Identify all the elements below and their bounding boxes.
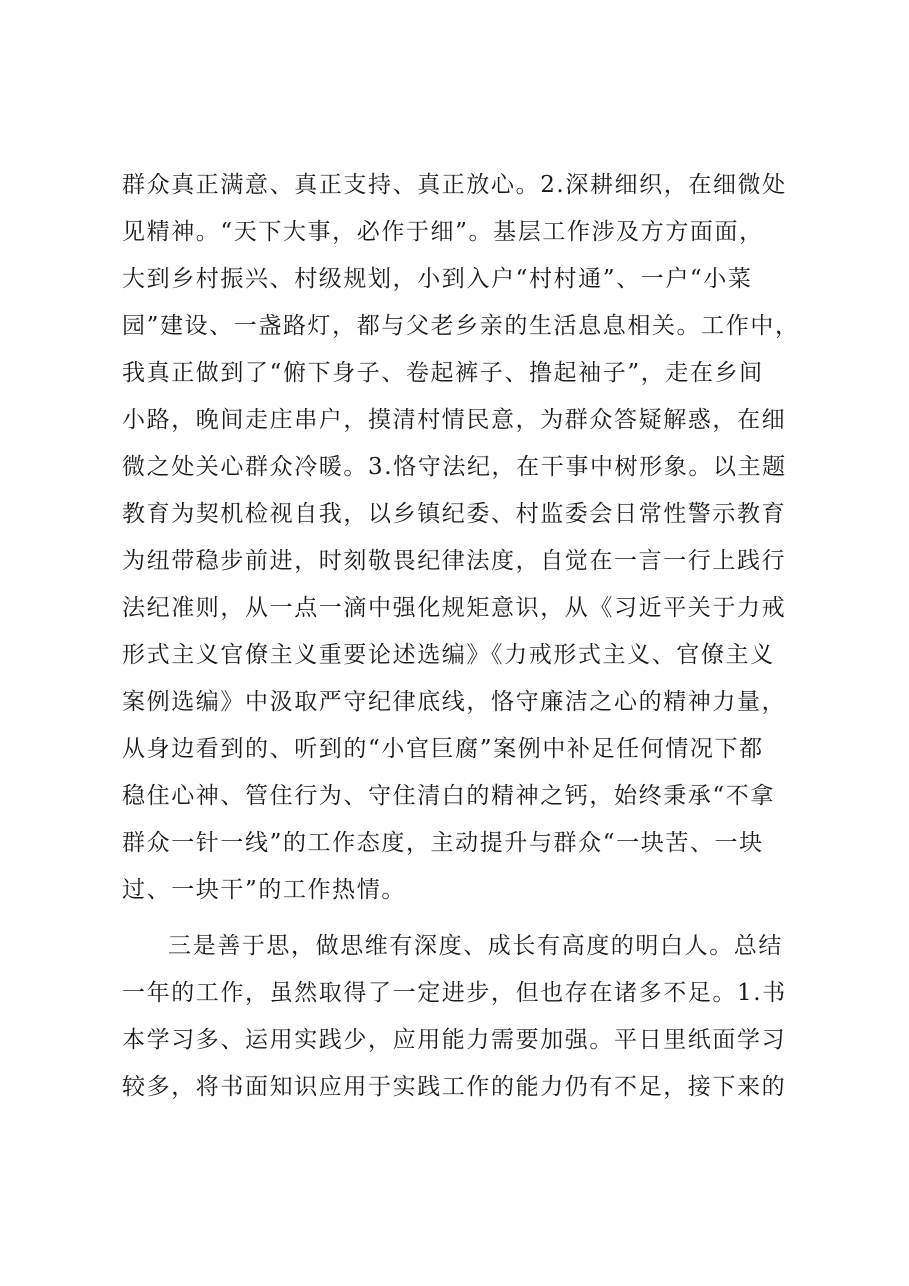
text-line: 案例选编》中汲取严守纪律底线，恪守廉洁之心的精神力量， [122,689,787,715]
text-line: 教育为契机检视自我，以乡镇纪委、村监委会日常性警示教育 [122,501,787,527]
paragraph-first-line: 三是善于思，做思维有深度、成长有高度的明白人。总结 [168,933,783,959]
text-line: 较多，将书面知识应用于实践工作的能力仍有不足，接下来的 [122,1074,787,1100]
text-line: 园”建设、一盏路灯，都与父老乡亲的生活息息相关。工作中， [122,313,800,339]
text-line: 本学习多、运用实践少，应用能力需要加强。平日里纸面学习 [122,1027,787,1053]
text-line: 我真正做到了“俯下身子、卷起裤子、撸起袖子”，走在乡间 [122,360,764,386]
text-line: 过、一块干”的工作热情。 [122,877,406,903]
text-line: 微之处关心群众冷暖。3.恪守法纪，在干事中树形象。以主题 [122,454,787,480]
text-line: 群众真正满意、真正支持、真正放心。2.深耕细织，在细微处 [122,172,787,198]
text-line: 为纽带稳步前进，时刻敬畏纪律法度，自觉在一言一行上践行 [122,548,787,574]
text-line: 小路，晚间走庄串户，摸清村情民意，为群众答疑解惑，在细 [122,407,787,433]
text-line: 大到乡村振兴、村级规划，小到入户“村村通”、一户“小菜 [122,266,753,292]
text-line: 形式主义官僚主义重要论述选编》《力戒形式主义、官僚主义 [122,642,775,668]
text-line: 从身边看到的、听到的“小官巨腐”案例中补足任何情况下都 [122,736,764,762]
text-line: 法纪准则，从一点一滴中强化规矩意识，从《习近平关于力戒 [122,595,787,621]
text-line: 群众一针一线”的工作态度，主动提升与群众“一块苦、一块 [122,830,764,856]
text-line: 稳住心神、管住行为、守住清白的精神之钙，始终秉承“不拿 [122,783,775,809]
text-line: 一年的工作，虽然取得了一定进步，但也存在诸多不足。1.书 [122,980,787,1006]
text-line: 见精神。“天下大事，必作于细”。基层工作涉及方方面面， [122,219,764,245]
